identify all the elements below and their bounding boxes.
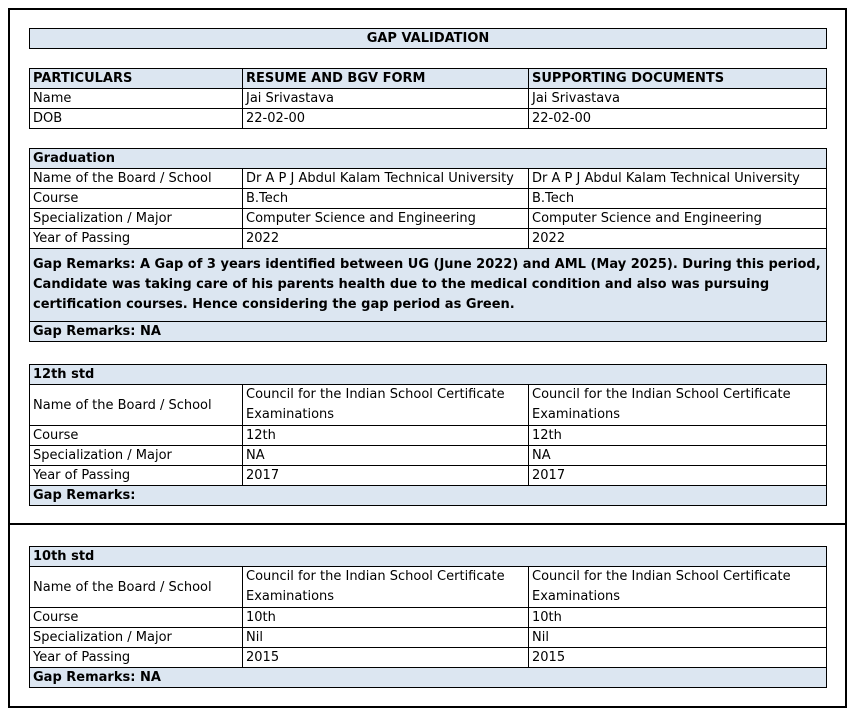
table-row [30, 169, 827, 189]
row-label: Specialization / Major [30, 446, 243, 466]
gap-remarks: Gap Remarks: [30, 486, 827, 506]
row-label: Name of the Board / School [30, 385, 243, 426]
resume-value: 2022 [243, 229, 529, 249]
title-table [29, 28, 827, 49]
resume-value: Council for the Indian School Certificate Examinations [243, 567, 529, 608]
supporting-value: 2022 [529, 229, 827, 249]
page-title: GAP VALIDATION [30, 29, 827, 49]
row-label: Name of the Board / School [30, 567, 243, 608]
tenth-table [29, 546, 827, 688]
resume-value: Computer Science and Engineering [243, 209, 529, 229]
table-row [30, 209, 827, 229]
table-row [30, 466, 827, 486]
resume-value: NA [243, 446, 529, 466]
supporting-value: Dr A P J Abdul Kalam Technical University [529, 169, 827, 189]
resume-value: B.Tech [243, 189, 529, 209]
row-label: Name of the Board / School [30, 169, 243, 189]
particulars-table [29, 68, 827, 129]
particulars-header: PARTICULARS [30, 69, 243, 89]
table-row [30, 385, 827, 426]
table-row [30, 89, 827, 109]
table-row [30, 628, 827, 648]
resume-header: RESUME AND BGV FORM [243, 69, 529, 89]
row-label: Year of Passing [30, 648, 243, 668]
row-label: Course [30, 189, 243, 209]
resume-value: 2017 [243, 466, 529, 486]
row-label: Course [30, 426, 243, 446]
graduation-table [29, 148, 827, 342]
resume-value: 10th [243, 608, 529, 628]
resume-value: Council for the Indian School Certificate Examinations [243, 385, 529, 426]
table-row [30, 189, 827, 209]
supporting-value: Nil [529, 628, 827, 648]
supporting-value: 10th [529, 608, 827, 628]
supporting-value: 2015 [529, 648, 827, 668]
table-row [30, 446, 827, 466]
twelfth-heading: 12th std [30, 365, 827, 385]
table-row [30, 426, 827, 446]
table-row [30, 229, 827, 249]
gap-remarks: Gap Remarks: A Gap of 3 years identified between UG (June 2022) and AML (May 2025). During this period, Candidate was taking care of his parents health due to the medical condition and also was pursuing certification courses. Hence considering the gap period as Green. [30, 249, 827, 322]
row-label: Specialization / Major [30, 628, 243, 648]
section-divider [8, 523, 847, 525]
resume-value: Dr A P J Abdul Kalam Technical University [243, 169, 529, 189]
gap-remarks: Gap Remarks: NA [30, 322, 827, 342]
gap-remarks: Gap Remarks: NA [30, 668, 827, 688]
row-label: Course [30, 608, 243, 628]
row-label: Year of Passing [30, 466, 243, 486]
supporting-value: NA [529, 446, 827, 466]
row-label: DOB [30, 109, 243, 129]
row-label: Name [30, 89, 243, 109]
supporting-value: 12th [529, 426, 827, 446]
table-row [30, 109, 827, 129]
resume-value: Jai Srivastava [243, 89, 529, 109]
supporting-value: B.Tech [529, 189, 827, 209]
supporting-value: Council for the Indian School Certificate Examinations [529, 567, 827, 608]
table-row [30, 608, 827, 628]
supporting-header: SUPPORTING DOCUMENTS [529, 69, 827, 89]
row-label: Specialization / Major [30, 209, 243, 229]
supporting-value: Jai Srivastava [529, 89, 827, 109]
supporting-value: 22-02-00 [529, 109, 827, 129]
resume-value: 12th [243, 426, 529, 446]
table-row [30, 567, 827, 608]
resume-value: 22-02-00 [243, 109, 529, 129]
header-row [30, 69, 827, 89]
graduation-heading: Graduation [30, 149, 827, 169]
table-row [30, 648, 827, 668]
supporting-value: Council for the Indian School Certificate Examinations [529, 385, 827, 426]
resume-value: Nil [243, 628, 529, 648]
resume-value: 2015 [243, 648, 529, 668]
row-label: Year of Passing [30, 229, 243, 249]
tenth-heading: 10th std [30, 547, 827, 567]
supporting-value: 2017 [529, 466, 827, 486]
supporting-value: Computer Science and Engineering [529, 209, 827, 229]
twelfth-table [29, 364, 827, 506]
